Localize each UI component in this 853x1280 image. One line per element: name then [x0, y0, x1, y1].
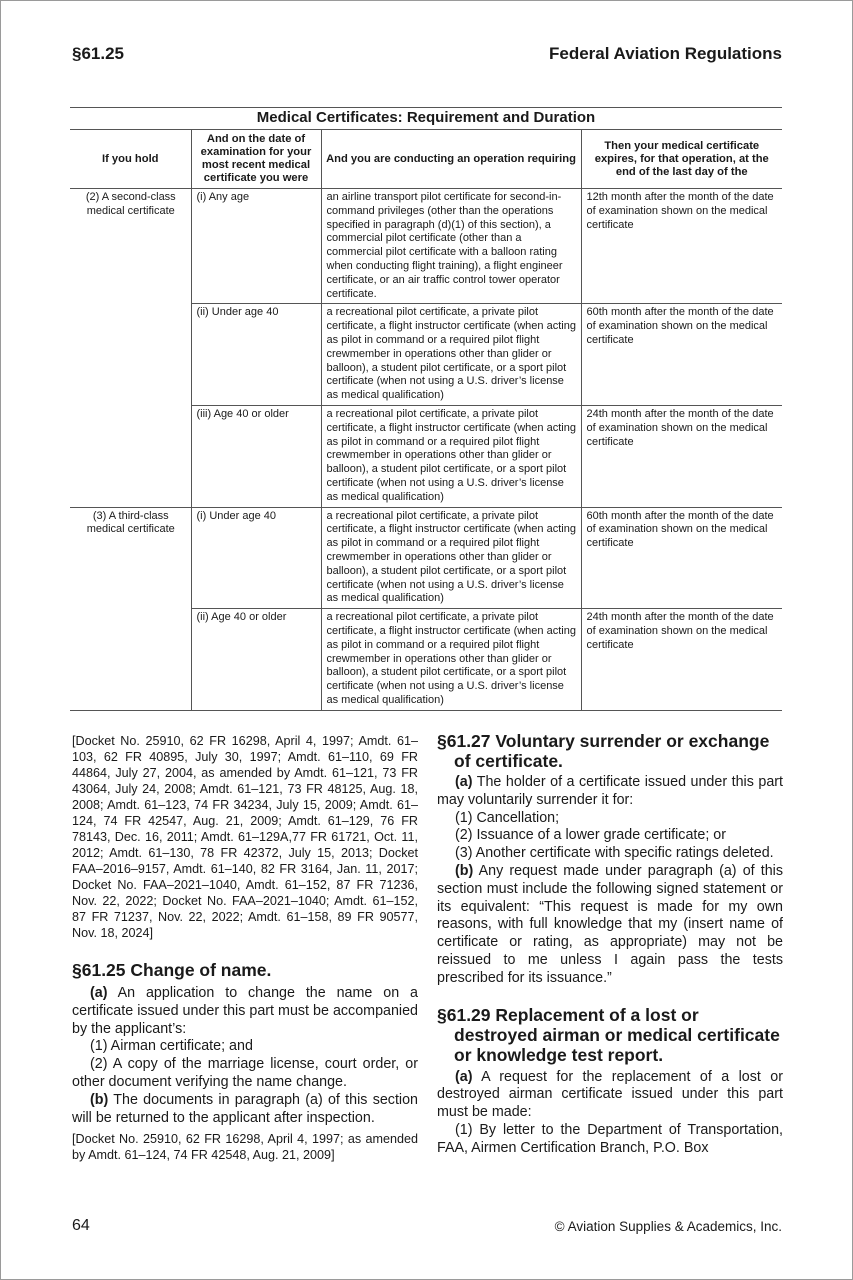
table-title: Medical Certificates: Requirement and Duration — [70, 107, 782, 130]
cell-hold — [70, 304, 191, 406]
paragraph-text: Any request made under paragraph (a) of this section must include the following signed statement or its equivalent: “This request is made for my own reasons, with full knowledge that my (insert name of certificate or rating, as appropriate) may not be reissued to me unless I again pass the tests prescribed for its issuance.” — [437, 862, 783, 986]
table-row — [70, 609, 782, 711]
column-header-hold: If you hold — [70, 130, 191, 189]
cell-operation: a recreational pilot certificate, a private pilot certificate, a flight instructor certificate (when acting as pilot in command or a required pilot flight crewmember in operations other than glider or balloon), a student pilot certificate, or a sport pilot certificate (when not using a U.S. driver’s license as medical qualification) — [321, 507, 581, 609]
cell-operation: a recreational pilot certificate, a private pilot certificate, a flight instructor certificate (when acting as pilot in command or a required pilot flight crewmember in operations other than glider or balloon), a student pilot certificate, or a sport pilot certificate (when not using a U.S. driver’s license as medical qualification) — [321, 304, 581, 406]
paragraph-label: (a) — [455, 1068, 473, 1085]
page-number: 64 — [72, 1217, 90, 1234]
paragraph-text: The holder of a certificate issued under this part may voluntarily surrender it for: — [437, 774, 783, 808]
paragraph-a — [437, 1069, 783, 1122]
paragraph-label: (b) — [455, 862, 474, 879]
table-row — [70, 189, 782, 304]
paragraph-a — [72, 985, 418, 1038]
section-heading-61-27: §61.27 Voluntary surrender or exchange of certificate. — [437, 731, 770, 771]
paragraph-b — [72, 1092, 418, 1128]
cell-age: (ii) Under age 40 — [191, 304, 321, 406]
cell-hold: (3) A third-class medical certificate — [70, 507, 191, 609]
left-column — [72, 733, 418, 1163]
medical-certificates-table — [70, 107, 782, 711]
table-row — [70, 507, 782, 609]
cell-hold: (2) A second-class medical certificate — [85, 191, 176, 217]
cell-operation: a recreational pilot certificate, a private pilot certificate, a flight instructor certificate (when acting as pilot in command or a required pilot flight crewmember in operations other than glider or balloon), a student pilot certificate, or a sport pilot certificate (when not using a U.S. driver’s license as medical qualification) — [321, 609, 581, 711]
list-item: (1) By letter to the Department of Transportation, FAA, Airmen Certification Branch, P.O. Box — [437, 1121, 783, 1156]
paragraph-label: (a) — [90, 985, 108, 1001]
paragraph-a — [437, 774, 783, 810]
running-header-title: Federal Aviation Regulations — [548, 44, 782, 63]
table-row — [70, 405, 782, 507]
table-header-row — [70, 130, 782, 189]
cell-operation: an airline transport pilot certificate for second-in-command privileges (other than the operations specified in paragraph (d)(1) of this section), a commercial pilot certificate (other than a commercial pilot certificate with a balloon rating when conducting flight training), a flight engineer certificate, or an air traffic control tower operator certificate. — [321, 189, 581, 304]
column-header-expiration: Then your medical certificate expires, for that operation, at the end of the last day of the — [581, 130, 782, 189]
paragraph-text: The documents in paragraph (a) of this section will be returned to the applicant after inspection. — [72, 1091, 418, 1126]
copyright-notice: © Aviation Supplies & Academics, Inc. — [554, 1219, 782, 1234]
column-header-operation: And you are conducting an operation requiring — [321, 130, 581, 189]
cell-hold — [70, 609, 191, 711]
cell-operation: a recreational pilot certificate, a private pilot certificate, a flight instructor certificate (when acting as pilot in command or a required pilot flight crewmember in operations other than glider or balloon), a student pilot certificate, or a sport pilot certificate (when not using a U.S. driver’s license as medical qualification) — [321, 405, 581, 507]
cell-expiration: 12th month after the month of the date of examination shown on the medical certificate — [581, 189, 782, 304]
cell-expiration: 24th month after the month of the date of examination shown on the medical certificate — [581, 609, 782, 711]
requirements-table — [70, 130, 782, 711]
section-heading-61-25: §61.25 Change of name. — [72, 960, 272, 980]
paragraph-label: (a) — [455, 774, 473, 790]
list-item: (2) Issuance of a lower grade certificate; or — [455, 827, 726, 844]
docket-citation: [Docket No. 25910, 62 FR 16298, April 4, 1997; as amended by Amdt. 61–124, 74 FR 42548, Aug. 21, 2009] — [72, 1132, 418, 1163]
cell-age: (i) Under age 40 — [191, 507, 321, 609]
list-item: (1) Cancellation; — [455, 809, 560, 826]
table-row — [70, 304, 782, 406]
cell-age: (ii) Age 40 or older — [191, 609, 321, 711]
cell-expiration: 60th month after the month of the date of examination shown on the medical certificate — [581, 304, 782, 406]
cell-age: (i) Any age — [191, 189, 321, 304]
paragraph-text: A request for the replacement of a lost or destroyed airman certificate issued under this part must be made: — [437, 1068, 783, 1121]
column-header-exam-age: And on the date of examination for your most recent medical certificate you were — [191, 130, 321, 189]
list-item: (1) Airman certificate; and — [90, 1038, 253, 1055]
section-heading-61-29: §61.29 Replacement of a lost or destroyed airman or medical certificate or knowledge test report. — [437, 1004, 780, 1065]
right-column — [437, 731, 783, 1158]
paragraph-text: An application to change the name on a certificate issued under this part must be accompanied by the applicant’s: — [72, 985, 418, 1037]
list-item: (2) A copy of the marriage license, court order, or other document verifying the name change. — [72, 1056, 418, 1090]
docket-citation: [Docket No. 25910, 62 FR 16298, April 4, 1997; Amdt. 61–103, 62 FR 40895, July 30, 1997; Amdt. 61–110, 69 FR 44864, July 27, 2004, as amended by Amdt. 61–121, 73 FR 43064, July 24, 2008; Amdt. 61–121, 73 FR 48125, Aug. 18, 2008; Amdt. 61–123, 74 FR 34234, July 15, 2009; Amdt. 61–124, 74 FR 42547, Aug. 21, 2009; Amdt. 61–129, 76 FR 78143, Dec. 16, 2011; Amdt. 61–129A,77 FR 61721, Oct. 11, 2012; Amdt. 61–130, 78 FR 42372, July 15, 2013; Docket FAA–2016–9157, Amdt. 61–140, 82 FR 3164, Jan. 11, 2017; Docket No. FAA–2021–1040, Amdt. 61–152, 87 FR 71236, Nov. 22, 2022; Docket No. FAA–2021–1040; Amdt. 61–152, 87 FR 71237, Nov. 22, 2022; Amdt. 61–158, 89 FR 90577, Nov. 18, 2024] — [72, 734, 418, 940]
list-item — [437, 845, 783, 863]
cell-hold — [70, 405, 191, 507]
running-header-section: §61.25 — [72, 44, 124, 63]
cell-expiration: 60th month after the month of the date of examination shown on the medical certificate — [581, 507, 782, 609]
list-item-text: (3) Another certificate with specific ratings deleted. — [455, 845, 774, 862]
cell-age: (iii) Age 40 or older — [191, 405, 321, 507]
cell-expiration: 24th month after the month of the date of examination shown on the medical certificate — [581, 405, 782, 507]
paragraph-b — [437, 863, 783, 988]
paragraph-label: (b) — [90, 1091, 109, 1108]
